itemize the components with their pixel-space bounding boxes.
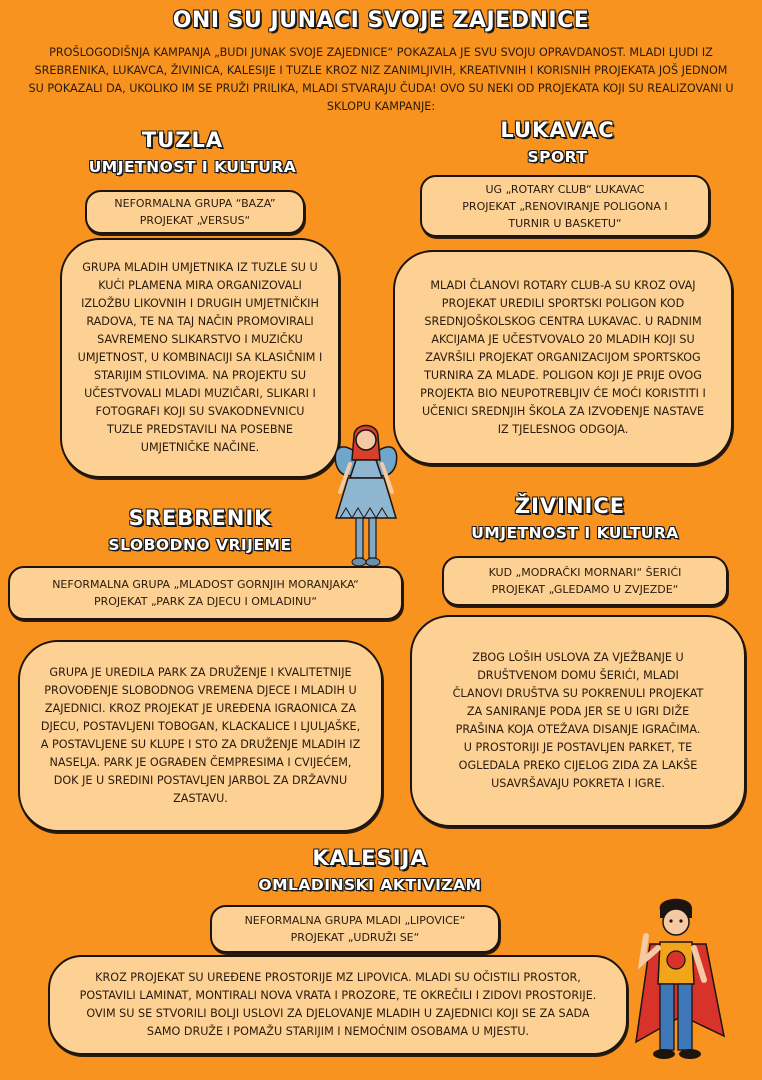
city-heading-tuzla: TUZLA: [141, 128, 224, 152]
project-name-zivinice: PROJEKAT „GLEDAMO U ZVJEZDE“: [491, 583, 679, 596]
category-kalesija: OMLADINSKI AKTIVIZAM: [258, 876, 482, 894]
project-box-srebrenik: [8, 566, 403, 620]
group-name-kalesija: NEFORMALNA GRUPA MLADI „LIPOVICE“: [244, 914, 466, 927]
intro-text: PROŠLOGODIŠNJA KAMPANJA „BUDI JUNAK SVOJE ZAJEDNICE“ POKAZALA JE SVU SVOJU OPRAVDANOST. MLADI LJUDI IZ SREBRENIKA, LUKAVCA, ŽIVINICA, KALESIJE I TUZLE KROZ NIZ ZANIMLJIVIH, KREATIVNIH I KORISNIH PROJEKATA JOŠ JEDNOM SU POKAZALI DA, UKOLIKO IM SE PRUŽI PRILIKA, MLADI STVARAJU ČUDA! OVO SU NEKI OD PROJEKATA KOJI SU REALIZOVANI U SKLOPU KAMPANJE:: [28, 46, 734, 113]
city-heading-lukavac: LUKAVAC: [500, 118, 615, 142]
page-title: ONI SU JUNACI SVOJE ZAJEDNICE: [172, 8, 590, 33]
city-heading-srebrenik: SREBRENIK: [128, 506, 272, 530]
description-box-srebrenik: [18, 640, 383, 832]
description-kalesija: KROZ PROJEKAT SU UREĐENE PROSTORIJE MZ LIPOVICA. MLADI SU OČISTILI PROSTOR, POSTAVILI LAMINAT, MONTIRALI NOVA VRATA I PROZORE, TE OKREČILI I ZIDOVI PROSTORIJE. OVIM SU SE STVORILI BOLJI USLOVI ZA DJELOVANJE MLADIH U ZAJEDNICI KOJI SE ZA SADA SAMO DRUŽE I POMAŽU STARIJIM I NEMOĆNIM OSOBAMA U MJESTU.: [79, 971, 597, 1038]
project-name-srebrenik: PROJEKAT „PARK ZA DJECU I OMLADINU“: [93, 595, 318, 608]
project-box-zivinice: [442, 556, 728, 606]
city-heading-kalesija: KALESIJA: [312, 846, 428, 870]
description-lukavac: MLADI ČLANOVI ROTARY CLUB-A SU KROZ OVAJ PROJEKAT UREDILI SPORTSKI POLIGON KOD SREDNJOŠKOLSKOG CENTRA LUKAVAC. U RADNIM AKCIJAMA JE UČESTVOVALO 20 MLADIH KOJI SU ZAVRŠILI PROJEKAT ORGANIZACIJOM SPORTSKOG TURNIRA ZA MLADE. POLIGON KOJI JE PRIJE OVOG PROJEKTA BIO NEUPOTREBLJIV ĆE MOĆI KORISTITI I UČENICI SREDNJIH ŠKOLA ZA IZVOĐENJE NASTAVE IZ TJELESNOG ODGOJA.: [420, 278, 706, 436]
category-srebrenik: SLOBODNO VRIJEME: [108, 536, 292, 554]
project-name-kalesija: PROJEKAT „UDRUŽI SE“: [290, 931, 420, 944]
group-name-zivinice: KUD „MODRAČKI MORNARI“ ŠERIĆI: [488, 566, 682, 579]
category-zivinice: UMJETNOST I KULTURA: [471, 524, 679, 542]
description-zivinice: ZBOG LOŠIH USLOVA ZA VJEŽBANJE U DRUŠTVENOM DOMU ŠERIĆI, MLADI ČLANOVI DRUŠTVA SU POKRENULI PROJEKAT ZA SANIRANJE PODA JER SE U IGRI DIŽE PRAŠINA KOJA OTEŽAVA DISANJE IGRAČIMA. U PROSTORIJI JE POSTAVLJEN PARKET, TE OGLEDALA PREKO CIJELOG ZIDA ZA LAKŠE USAVRŠAVAJU POKRETA I IGRE.: [452, 651, 704, 790]
project-name-lukavac: PROJEKAT „RENOVIRANJE POLIGONA I TURNIR U BASKETU“: [462, 199, 668, 230]
description-box-zivinice: [410, 615, 746, 827]
description-box-lukavac: [393, 250, 733, 465]
group-name-srebrenik: NEFORMALNA GRUPA „MLADOST GORNJIH MORANJAKA“: [52, 578, 359, 591]
fairy-girl-illustration: [326, 420, 406, 570]
description-box-tuzla: [60, 238, 340, 478]
group-name-tuzla: NEFORMALNA GRUPA “BAZA”: [114, 197, 276, 210]
group-name-lukavac: UG „ROTARY CLUB“ LUKAVAC: [485, 182, 645, 196]
category-tuzla: UMJETNOST I KULTURA: [88, 158, 297, 176]
category-lukavac: SPORT: [527, 148, 588, 166]
city-heading-zivinice: ŽIVINICE: [514, 494, 626, 518]
project-box-kalesija: [210, 905, 500, 953]
superhero-boy-illustration: [620, 896, 730, 1066]
project-name-tuzla: PROJEKAT „VERSUS“: [139, 214, 251, 227]
description-srebrenik: GRUPA JE UREDILA PARK ZA DRUŽENJE I KVALITETNIJE PROVOĐENJE SLOBODNOG VREMENA DJECE I MLADIH U ZAJEDNICI. KROZ PROJEKAT JE UREĐENA IGRAONICA ZA DJECU, POSTAVLJENI TOBOGAN, KLACKALICE I LJULJAŠKE, A POSTAVLJENE SU KLUPE I STO ZA DRUŽENJE MLADIH IZ NASELJA. PARK JE OGRAĐEN ČEMPRESIMA I CVIJEĆEM, DOK JE U SREDINI POSTAVLJEN JARBOL ZA DRŽAVNU ZASTAVU.: [40, 666, 361, 805]
description-box-kalesija: [48, 955, 628, 1055]
description-tuzla: GRUPA MLADIH UMJETNIKA IZ TUZLE SU U KUĆI PLAMENA MIRA ORGANIZOVALI IZLOŽBU LIKOVNIH I DRUGIH UMJETNIČKIH RADOVA, TE NA TAJ NAČIN PROMOVIRALI SAVREMENO SLIKARSTVO I MUZIČKU UMJETNOST, U KOMBINACIJI SA KLASIČNIM I STARIJIM STILOVIMA. NA PROJEKTU SU UČESTVOVALI MLADI MUZIČARI, SLIKARI I FOTOGRAFI KOJI SU SVAKODNEVNICU TUZLE PREDSTAVILI NA POSEBNE UMJETNIČKE NAČINE.: [77, 261, 323, 454]
project-box-lukavac: [420, 175, 710, 237]
project-box-tuzla: [85, 190, 305, 234]
